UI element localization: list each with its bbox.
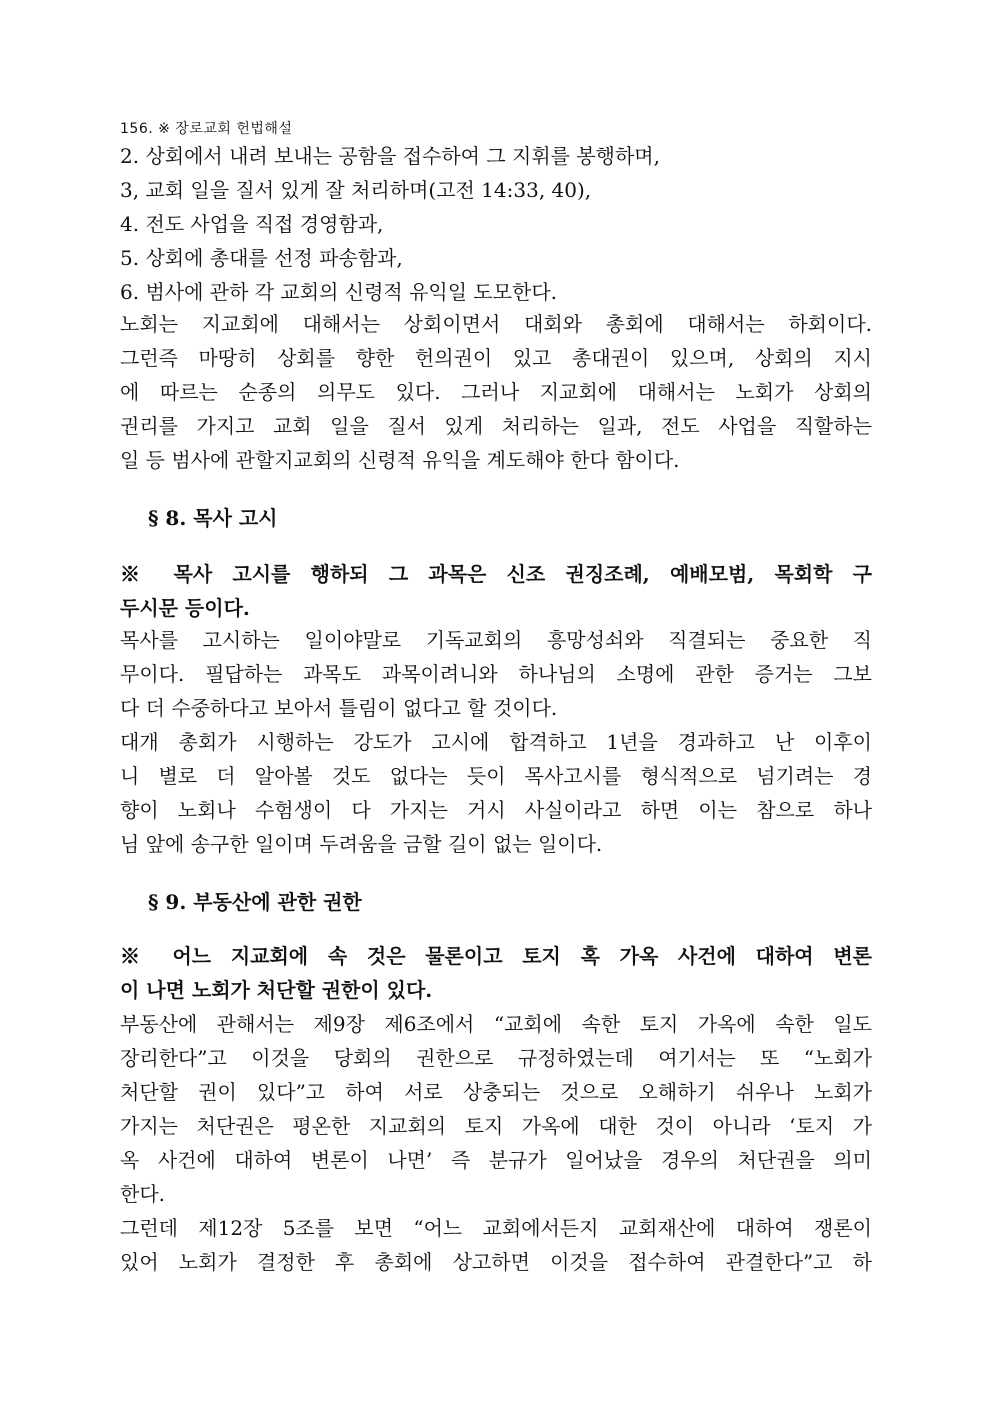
paragraph-line: 권리를 가지고 교회 일을 질서 있게 처리하는 일과, 전도 사업을 직할하는 xyxy=(120,414,872,438)
paragraph-line: 다 더 수중하다고 보아서 틀림이 없다고 할 것이다. xyxy=(120,696,558,720)
paragraph-line: 일 등 범사에 관할지교회의 신령적 유익을 계도해야 한다 함이다. xyxy=(120,448,680,472)
paragraph-line: 그런즉 마땅히 상회를 향한 헌의권이 있고 총대권이 있으며, 상회의 지시 xyxy=(120,346,872,370)
article-statement: ※ 목사 고시를 행하되 그 과목은 신조 권징조례, 예배모범, 목회학 구 xyxy=(120,562,872,586)
list-item: 2. 상회에서 내려 보내는 공함을 접수하여 그 지휘를 봉행하며, xyxy=(120,144,660,168)
paragraph-line: 노회는 지교회에 대해서는 상회이면서 대회와 총회에 대해서는 하회이다. xyxy=(120,312,872,336)
paragraph-line: 니 별로 더 알아볼 것도 없다는 듯이 목사고시를 형식적으로 넘기려는 경 xyxy=(120,764,872,788)
paragraph-line: 무이다. 필답하는 과목도 과목이려니와 하나님의 소명에 관한 증거는 그보 xyxy=(120,662,872,686)
paragraph-line: 목사를 고시하는 일이야말로 기독교회의 흥망성쇠와 직결되는 중요한 직 xyxy=(120,628,872,652)
list-item: 5. 상회에 총대를 선정 파송함과, xyxy=(120,246,403,270)
list-item: 6. 범사에 관하 각 교회의 신령적 유익일 도모한다. xyxy=(120,280,558,304)
paragraph-line: 처단할 권이 있다”고 하여 서로 상충되는 것으로 오해하기 쉬우나 노회가 xyxy=(120,1080,872,1104)
list-item: 4. 전도 사업을 직접 경영함과, xyxy=(120,212,384,236)
running-title: ※ 장로교회 헌법해설 xyxy=(158,121,293,137)
paragraph-line: 있어 노회가 결정한 후 총회에 상고하면 이것을 접수하여 관결한다”고 하 xyxy=(120,1250,872,1274)
paragraph-line: 가지는 처단권은 평온한 지교회의 토지 가옥에 대한 것이 아니라 ‘토지 가 xyxy=(120,1114,872,1138)
article-statement: 두시문 등이다. xyxy=(120,596,250,620)
section-heading: § 8. 목사 고시 xyxy=(148,506,278,530)
paragraph-line: 옥 사건에 대하여 변론이 나면’ 즉 분규가 일어났을 경우의 처단권을 의미 xyxy=(120,1148,872,1172)
paragraph-line: 대개 총회가 시행하는 강도가 고시에 합격하고 1년을 경과하고 난 이후이 xyxy=(120,730,872,754)
paragraph-line: 장리한다”고 이것을 당회의 권한으로 규정하였는데 여기서는 또 “노회가 xyxy=(120,1046,872,1070)
paragraph-line: 향이 노회나 수험생이 다 가지는 거시 사실이라고 하면 이는 참으로 하나 xyxy=(120,798,872,822)
section-heading: § 9. 부동산에 관한 권한 xyxy=(148,890,362,914)
page-header xyxy=(120,118,292,138)
paragraph-line: 그런데 제12장 5조를 보면 “어느 교회에서든지 교회재산에 대하여 쟁론이 xyxy=(120,1216,872,1240)
article-statement: ※ 어느 지교회에 속 것은 물론이고 토지 혹 가옥 사건에 대하여 변론 xyxy=(120,944,872,968)
article-statement: 이 나면 노회가 처단할 권한이 있다. xyxy=(120,978,433,1002)
paragraph-line: 한다. xyxy=(120,1182,165,1206)
paragraph-line: 에 따르는 순종의 의무도 있다. 그러나 지교회에 대해서는 노회가 상회의 xyxy=(120,380,872,404)
paragraph-line: 부동산에 관해서는 제9장 제6조에서 “교회에 속한 토지 가옥에 속한 일도 xyxy=(120,1012,872,1036)
page-number: 156. xyxy=(120,121,154,137)
paragraph-line: 님 앞에 송구한 일이며 두려움을 금할 길이 없는 일이다. xyxy=(120,832,603,856)
list-item: 3, 교회 일을 질서 있게 잘 처리하며(고전 14:33, 40), xyxy=(120,178,592,202)
